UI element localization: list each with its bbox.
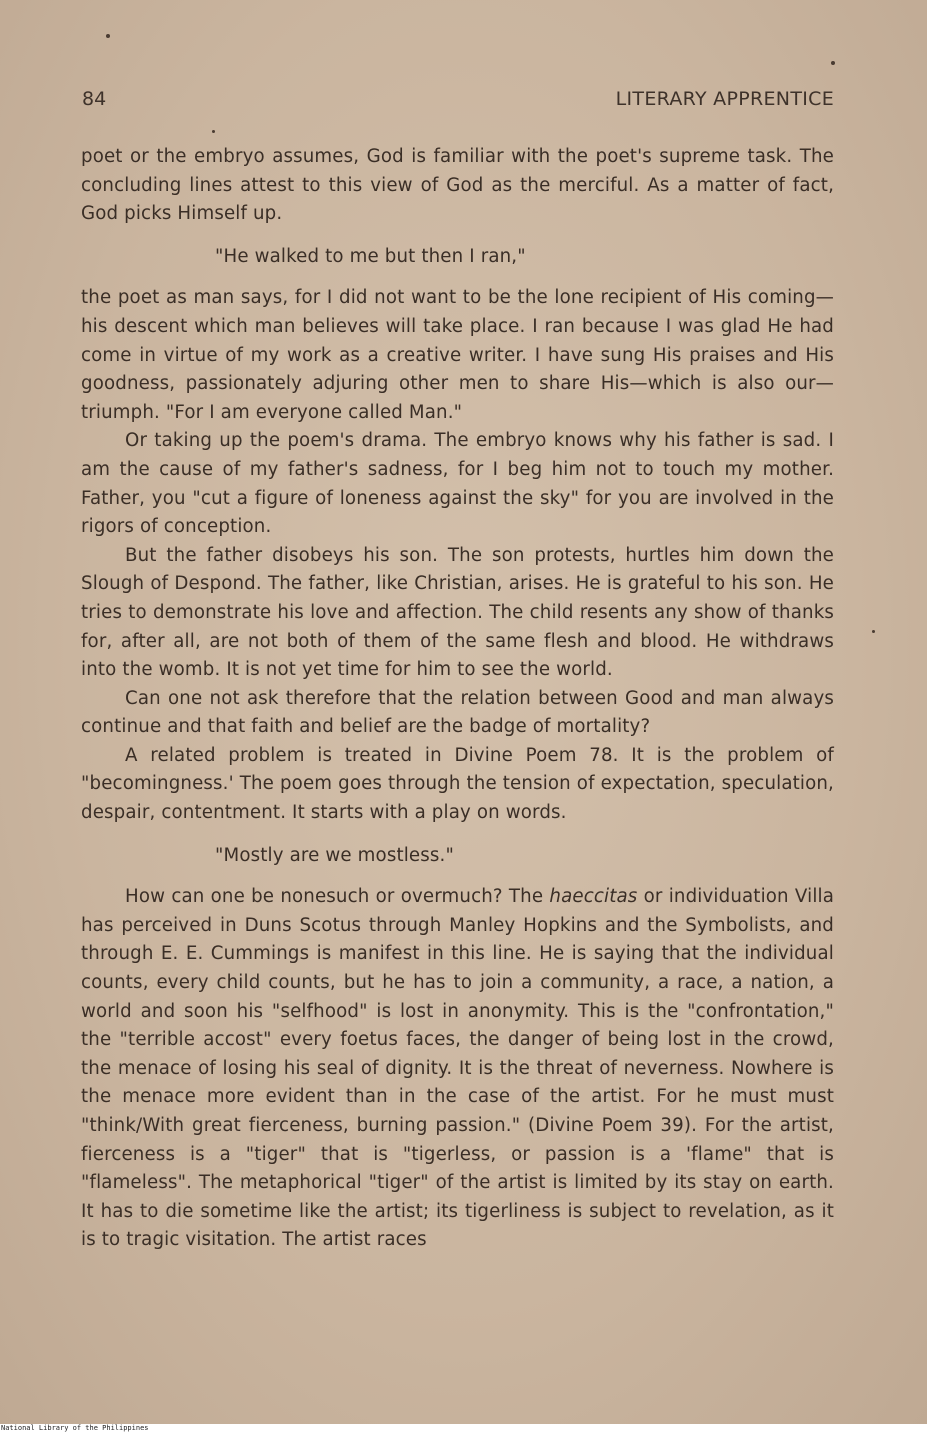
dust-speck (212, 130, 215, 133)
book-title: LITERARY APPRENTICE (615, 88, 834, 110)
dust-speck (872, 630, 875, 633)
paragraph-text: or individuation Villa has perceived in Duns Scotus through Manley Hopkins and the Symbolists, and through E. E. Cummings is manifest in this line. He is saying that the individual counts, every child counts, but he has to join a community, a race, a nation, a world and soon his "selfhood" is lost in anonymity. This is the "confrontation," the "terrible accost" every foetus faces, the danger of being lost in the crowd, the menace of losing his seal of dignity. It is the threat of neverness. Nowhere is the menace more evident than in the case of the artist. For he must must "think/With great fierceness, burning passion." (Divine Poem 39). For the artist, fierceness is a "tiger" that is "tigerless, or passion is a 'flame" that is "flameless". The metaphorical "tiger" of the artist is limited by its stay on earth. It has to die sometime like the artist; its tigerliness is subject to revelation, as it is to tragic visitation. The artist races (81, 886, 835, 1251)
paragraph: poet or the embryo assumes, God is familiar with the poet's supreme task. The concluding lines attest to this view of God as the merciful. As a matter of fact, God picks Himself up. (81, 146, 834, 225)
block-quote: "Mostly are we mostless." (215, 844, 454, 866)
block-quote: "He walked to me but then I ran," (215, 245, 526, 267)
library-credit: National Library of the Philippines (1, 1424, 149, 1432)
italic-term: haeccitas (549, 886, 638, 908)
page-number: 84 (82, 88, 107, 110)
paragraph: Can one not ask therefore that the relation between Good and man always continue and that faith and belief are the badge of mortality? (81, 687, 834, 738)
footer-strip (0, 1424, 927, 1433)
paragraph: A related problem is treated in Divine Poem 78. It is the problem of "becomingness.' The poem goes through the tension of expectation, speculation, despair, contentment. It starts with a play on words. (81, 744, 834, 824)
paragraph (81, 883, 834, 1255)
paragraph: the poet as man says, for I did not want to be the lone recipient of His coming—his descent which man believes will take place. I ran because I was glad He had come in virtue of my work as a creative writer. I have sung His praises and His goodness, passionately adjuring other men to share His—which is also our—triumph. "For I am everyone called Man." (81, 287, 834, 423)
running-head (82, 88, 834, 116)
paragraph: But the father disobeys his son. The son protests, hurtles him down the Slough of Despond. The father, like Christian, arises. He is grateful to his son. He tries to demonstrate his love and affection. The child resents any show of thanks for, after all, are not both of them of the same flesh and blood. He withdraws into the womb. It is not yet time for him to see the world. (81, 544, 834, 681)
dust-speck (106, 34, 110, 38)
paragraph: Or taking up the poem's drama. The embryo knows why his father is sad. I am the cause of my father's sadness, for I beg him not to touch my mother. Father, you "cut a figure of loneness against the sky" for you are involved in the rigors of conception. (81, 430, 834, 538)
body-text (81, 143, 834, 1255)
paragraph-text: How can one be nonesuch or overmuch? The (125, 886, 544, 908)
dust-speck (831, 61, 835, 65)
